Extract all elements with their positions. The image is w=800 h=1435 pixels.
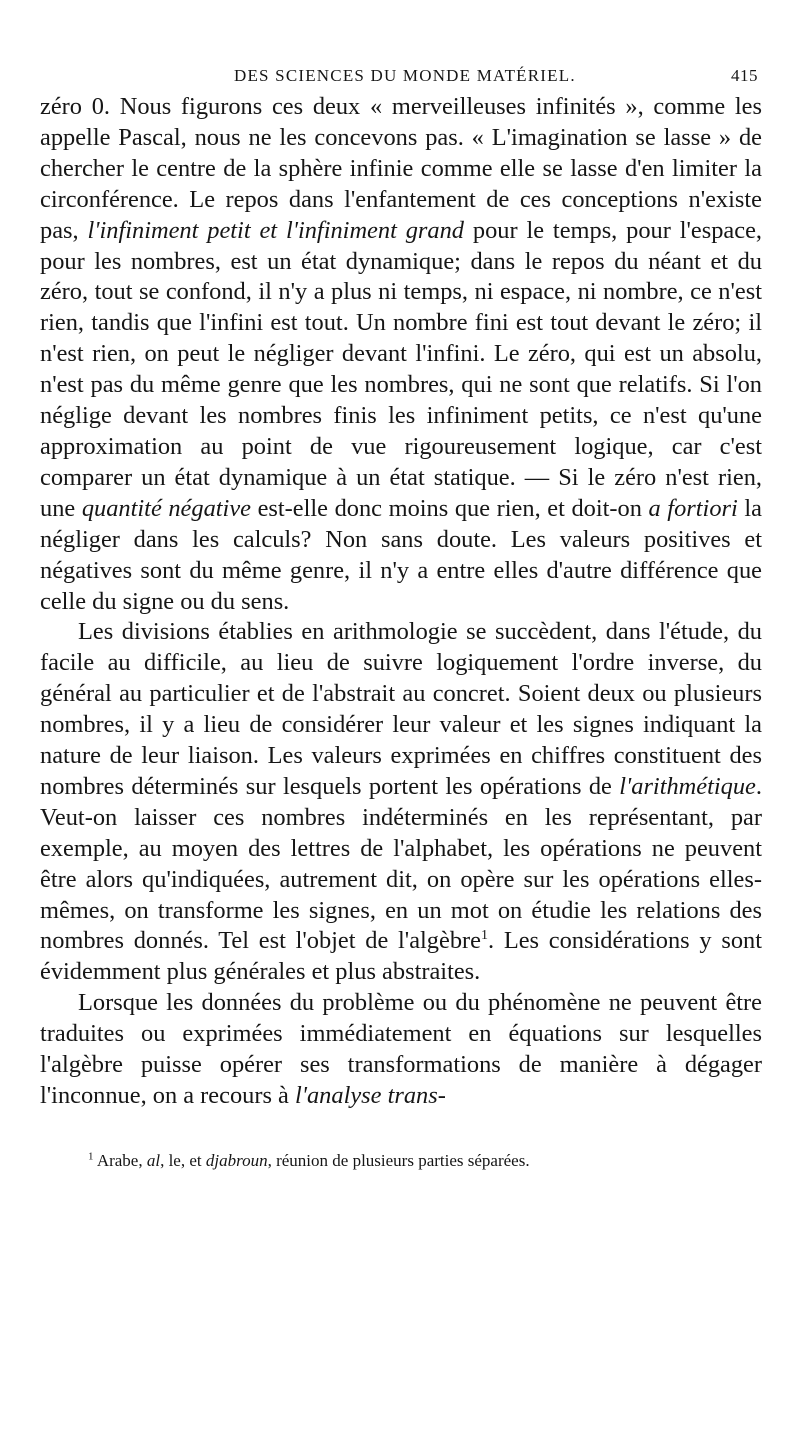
text-run: est-elle donc moins que rien, et doit-on [250,494,649,522]
text-run: pour le temps, pour l'espace, pour les nombres, est un état dynamique; dans le repos du néant et du zéro, tout se confond, il n'y a plus ni temps, ni espace, ni nombre, ce n'est rien, tandis que l'infini est tout. Un nombre fini est tout devant le zéro; il n'est rien, on peut le négliger devant l'infini. Le zéro, qui est un absolu, n'est pas du même genre que les nombres, qui ne sont que relatifs. Si l'on néglige devant les nombres finis les infiniment petits, ce n'est qu'une approximation au point de vue rigoureusement logique, car c'est comparer un état dynamique à un état statique. — Si le zéro n'est rien, une [40,216,762,522]
text-run: Lorsque les données du problème ou du phénomène ne peuvent être traduites ou exprimées immédiatement en équations sur lesquelles l'algèbre puisse opérer ses transformations de manière à dégager l'inconnue, on a recours à [40,989,762,1109]
italic-phrase: al [146,1150,161,1170]
italic-phrase: l'arithmétique [619,772,756,800]
footnote [40,1150,762,1172]
text-run: zéro 0. Nous figurons ces deux « merveilleuses infinités », comme les appelle Pascal, nous ne les concevons pas. « L'imagination se lasse » de chercher le centre de la sphère infinie comme elle se lasse d'en limiter la circonférence. Le repos dans l'enfantement de ces conceptions n'existe pas, [40,93,762,244]
footnote-marker: 1 [88,1150,94,1163]
footnote-text: , le, et [160,1150,206,1170]
italic-phrase: quantité négative [81,494,251,522]
paragraph-3 [40,988,762,1112]
text-run: . Veut-on laisser ces nombres indéterminés en les représentant, par exemple, au moyen des lettres de l'alphabet, les opérations ne peuvent être alors qu'indiquées, autrement dit, on opère sur les opérations elles-mêmes, on transforme les signes, en un mot on étudie les relations des nombres donnés. Tel est l'objet de l'algèbre [40,772,762,955]
page-number: 415 [731,66,758,85]
italic-phrase: a fortiori [648,494,738,522]
paragraph-2 [40,617,762,988]
italic-phrase: djabroun [205,1150,268,1170]
text-run: Les divisions établies en arithmologie se succèdent, dans l'étude, du facile au difficile, au lieu de suivre logiquement l'ordre inverse, du général au particulier et de l'abstrait au concret. Soient deux ou plusieurs nombres, il y a lieu de considérer leur valeur et les signes indiquant la nature de leur liaison. Les valeurs exprimées en chiffres constituent des nombres déterminés sur lesquels portent les opérations de [40,618,762,800]
running-head-title: DES SCIENCES DU MONDE MATÉRIEL. [234,66,576,85]
running-head [40,62,762,92]
italic-phrase: l'analyse trans- [294,1082,446,1109]
footnote-text: Arabe, [96,1150,147,1170]
paragraph-1 [40,92,762,617]
footnote-text: , réunion de plusieurs parties séparées. [267,1150,530,1170]
text-run: la négliger dans les calculs? Non sans doute. Les valeurs positives et négatives sont du même genre, il n'y a entre elles d'autre différence que celle du signe ou du sens. [40,494,762,615]
body-text [40,92,762,1112]
text-run: . Les considérations y sont évidemment plus générales et plus abstraites. [40,927,762,986]
italic-phrase: l'infiniment petit et l'infiniment grand [87,216,464,244]
footnote-reference: 1 [480,928,488,944]
